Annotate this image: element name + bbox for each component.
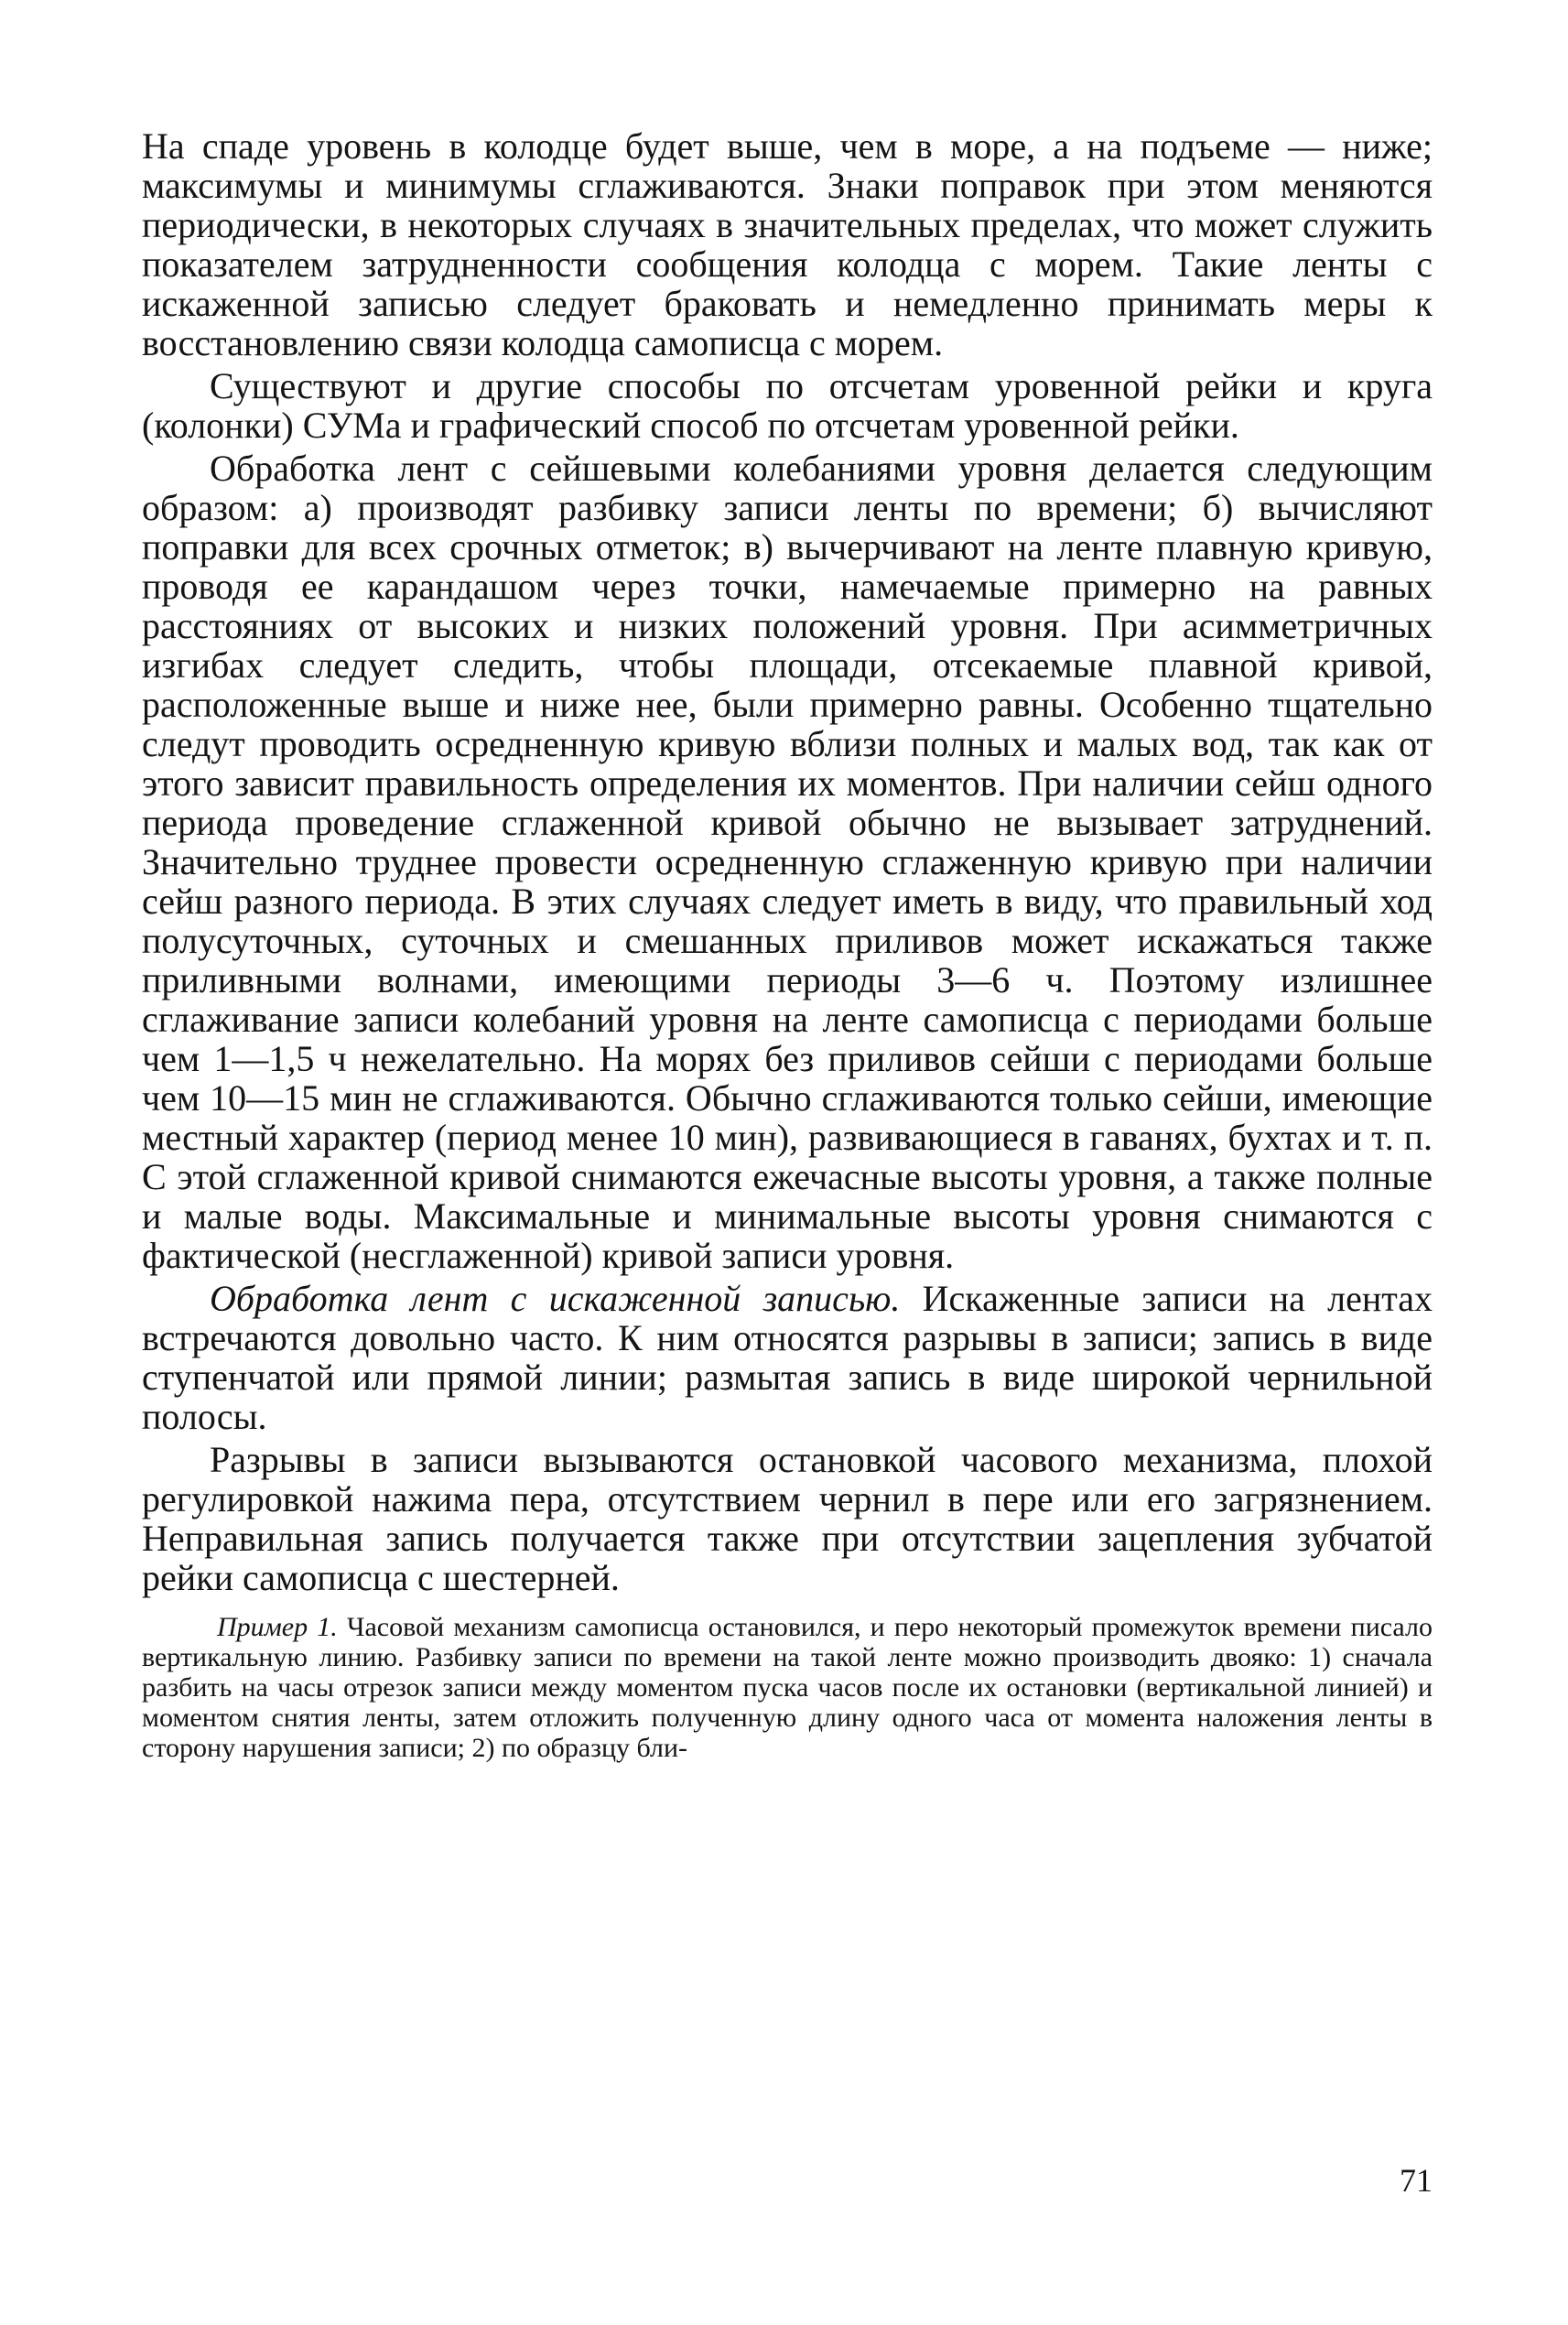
paragraph-distorted-records — [142, 1279, 1433, 1436]
paragraph-continuation: На спаде уровень в колодце будет выше, чем в море, а на подъеме — ниже; максимумы и минимумы сглаживаются. Знаки поправок при этом меняются периодически, в некоторых случаях в значительных пределах, что может служить показателем затрудненности сообщения колодца с морем. Такие ленты с искаженной записью следует браковать и немедленно принимать меры к восстановлению связи колодца самописца с морем. — [142, 125, 1433, 363]
paragraph-distorted-records-text: Искаженные записи на лентах встречаются довольно часто. К ним относятся разрывы в записи; запись в виде ступенчатой или прямой линии; размытая запись в виде широкой чернильной полосы. — [142, 1278, 1433, 1437]
text-body — [142, 126, 1433, 1763]
page-number: 71 — [1400, 2162, 1433, 2199]
paragraph-distorted-records-heading: Обработка лент с искаженной записью. — [210, 1278, 901, 1319]
paragraph-record-gaps: Разрывы в записи вызываются остановкой часового механизма, плохой регулировкой нажима пера, отсутствием чернил в пере или его загрязнением. Неправильная запись получается также при отсутствии зацепления зубчатой рейки самописца с шестерней. — [142, 1439, 1433, 1598]
example-paragraph — [142, 1612, 1433, 1763]
example-text: Часовой механизм самописца остановился, и перо некоторый промежуток времени писало вертикальную линию. Разбивку записи по времени на такой ленте можно производить двояко: 1) сначала разбить на часы отрезок записи между моментом пуска часов после их остановки (вертикальной линией) и моментом снятия ленты, затем отложить полученную длину одного часа от момента наложения ленты в сторону нарушения записи; 2) по образцу бли- — [142, 1612, 1433, 1763]
example-label: Пример 1. — [217, 1612, 338, 1642]
paragraph-seiche-processing: Обработка лент с сейшевыми колебаниями уровня делается следующим образом: а) производят разбивку записи ленты по времени; б) вычисляют поправки для всех срочных отметок; в) вычерчивают на ленте плавную кривую, проводя ее карандашом через точки, намечаемые примерно на равных расстояниях от высоких и низких положений уровня. При асимметричных изгибах следует следить, чтобы площади, отсекаемые плавной кривой, расположенные выше и ниже нее, были примерно равны. Особенно тщательно следут проводить осредненную кривую вблизи полных и малых вод, так как от этого зависит правильность определения их моментов. При наличии сейш одного периода проведение сглаженной кривой обычно не вызывает затруднений. Значительно труднее провести осредненную сглаженную кривую при наличии сейш разного периода. В этих случаях следует иметь в виду, что правильный ход полусуточных, суточных и смешанных приливов может искажаться также приливными волнами, имеющими периоды 3—6 ч. Поэтому излишнее сглаживание записи колебаний уровня на ленте самописца с периодами больше чем 1—1,5 ч нежелательно. На морях без приливов сейши с периодами больше чем 10—15 мин не сглаживаются. Обычно сглаживаются только сейши, имеющие местный характер (период менее 10 мин), развивающиеся в гаванях, бухтах и т. п. С этой сглаженной кривой снимаются ежечасные высоты уровня, а также полные и малые воды. Максимальные и минимальные высоты уровня снимаются с фактической (несглаженной) кривой записи уровня. — [142, 448, 1433, 1276]
paragraph-other-methods: Существуют и другие способы по отсчетам уровенной рейки и круга (колонки) СУМа и графический способ по отсчетам уровенной рейки. — [142, 365, 1433, 446]
